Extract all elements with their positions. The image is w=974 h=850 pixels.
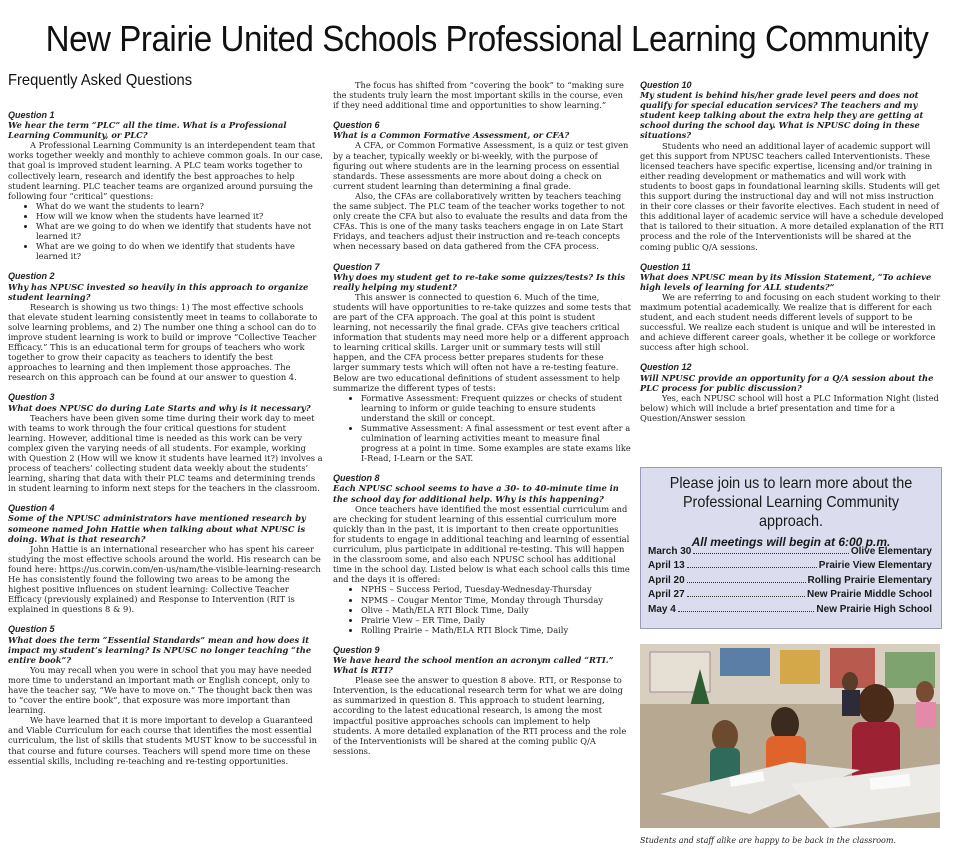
bullet-item: • What are we going to do when we identify that students have not learned it? bbox=[36, 221, 323, 241]
answer-paragraph: Teachers have been given some time during their work day to meet with teams to work through the four critical questions for student learning. However, additional time is needed as this work can be very complex given the varying needs of all students. For example, working with Question 2 (How will we know it students have learned it?) involves a process of teachers’ collecting student data weekly about the students’ learning, sharing that data with their PLC teams and determining trends in student learning to inform next steps for the teachers in the classroom. bbox=[8, 412, 323, 494]
faq-item bbox=[8, 110, 323, 261]
bullet-item: • Summative Assessment: A final assessment or test event after a culmination of learning activities meant to measure final progress at a point in time. Some examples are state exams like I-Read, I-Learn or the SAT. bbox=[361, 423, 631, 463]
question-label: Question 9 bbox=[333, 644, 380, 655]
question-text: My student is behind his/her grade level peers and does not qualify for special education services? The teachers and my student keep talking about the extra help they are getting at school during the school day. What is NPUSC doing in these situations? bbox=[640, 90, 924, 141]
leader-dots bbox=[687, 567, 817, 568]
faq-item bbox=[8, 271, 323, 382]
meeting-school: New Prairie High School bbox=[816, 603, 932, 615]
meeting-school: Rolling Prairie Elementary bbox=[807, 574, 932, 586]
question-label: Question 4 bbox=[8, 503, 55, 514]
answer-paragraph: Students who need an additional layer of academic support will get this support from NPUSC teachers called Interventionists. These licensed teachers have specific expertise, licensing and/or training in either reading development or mathematics and will work with students to boost gaps in foundational learning skills. Students will get this support during the instructional day and will not miss instruction in their core classes or their favorite electives. Each student in need of this additional layer of academic service will have a schedule developed that is tailored to their situation. A more detailed explanation of the RTI process and the role of the Interventionists will be shared at the coming public Q/A sessions. bbox=[640, 140, 944, 252]
faq-heading: Frequently Asked Questions bbox=[8, 72, 193, 89]
answer-paragraph: A CFA, or Common Formative Assessment, is a quiz or test given by a teacher, typically weekly or bi-weekly, with the purpose of figuring out where students are in the learning process on essential standards. These assessments are more about doing a check on current student learning than determining a final grade. bbox=[333, 140, 629, 191]
answer-paragraph: Please see the answer to question 8 above. RTI, or Response to Intervention, is the educational research term for what we are doing as summarized in question 8. This approach to student learning, according to the latest educational research, is among the most impactful positive approaches schools can implement to help students. A more detailed explanation of the RTI process and the role of the Interventionists will be shared at the coming public Q/A sessions. bbox=[333, 675, 627, 756]
leader-dots bbox=[693, 553, 848, 554]
meeting-schedule bbox=[648, 542, 932, 615]
schedule-row bbox=[648, 557, 932, 572]
question-text: Why does my student get to re-take some quizzes/tests? Is this really helping my student? bbox=[333, 271, 626, 292]
answer-paragraph: A Professional Learning Community is an interdependent team that works together weekly and monthly to achieve common goals. In our case, that goal is improved student learning. A PLC team works together to collectively learn, research and identify the best approaches to help student learning. PLC teacher teams are organized around pursuing the following four “critical” questions: bbox=[8, 140, 323, 201]
question-text: What does NPUSC mean by its Mission Statement, “To achieve high levels of learning for ALL students?” bbox=[640, 271, 932, 292]
schedule-row bbox=[648, 542, 932, 557]
question-label: Question 5 bbox=[8, 624, 55, 635]
question-text: Each NPUSC school seems to have a 30- to 40-minute time in the school day for additional help. Why is this happening? bbox=[333, 483, 619, 504]
question-text: Some of the NPUSC administrators have mentioned research by someone named John Hattie when talking about what NPUSC is doing. What is that research? bbox=[8, 513, 306, 544]
faq-item bbox=[333, 645, 631, 756]
bullet-item: • Prairie View – ER Time, Daily bbox=[361, 615, 631, 625]
bullet-item: • What do we want the students to learn? bbox=[36, 201, 323, 211]
classroom-photo-image bbox=[640, 644, 940, 828]
meeting-date: April 27 bbox=[648, 589, 685, 600]
faq-item bbox=[640, 262, 944, 353]
answer-paragraph: Yes, each NPUSC school will host a PLC Information Night (listed below) which will include a brief presentation and time for a Question/Answer session bbox=[640, 392, 939, 423]
column-1 bbox=[8, 110, 323, 776]
answer-paragraph: Also, the CFAs are collaboratively written by teachers teaching the same subject. The PLC team of the teacher works together to not only create the CFA but also to evaluate the results and data from the CFAs. This is one of the many tasks teachers engage in on Late Start Fridays, and teachers adjust their instruction and re-teach concepts when necessary based on data gathered from the CFA process. bbox=[333, 190, 628, 252]
faq-item bbox=[8, 624, 323, 765]
question-label: Question 6 bbox=[333, 120, 380, 131]
meeting-school: Olive Elementary bbox=[850, 545, 932, 557]
meeting-date: April 20 bbox=[648, 574, 685, 586]
bullet-item: • Rolling Prairie – Math/ELA RTI Block Time, Daily bbox=[361, 625, 631, 635]
leader-dots bbox=[687, 582, 806, 583]
faq-item bbox=[333, 262, 631, 464]
answer-paragraph: Once teachers have identified the most essential curriculum and are checking for student learning of this essential curriculum more quickly than in the past, it is important to then create opportunities for students to engage in additional teaching and learning of essential curriculum, plus participate in additional re-testing. This will happen in the classroom some, and also each NPUSC school has additional time in the school day. Listed below is what each school calls this time and the days it is offered: bbox=[333, 503, 630, 585]
column-3 bbox=[640, 80, 944, 433]
meeting-date: March 30 bbox=[648, 545, 692, 557]
question-label: Question 12 bbox=[640, 362, 692, 373]
question-text: Will NPUSC provide an opportunity for a Q/A session about the PLC process for public discussion? bbox=[640, 372, 934, 393]
faq-item bbox=[640, 80, 944, 252]
meeting-date: April 13 bbox=[648, 560, 685, 571]
classroom-photo bbox=[640, 644, 940, 828]
bullet-item: • NPMS – Cougar Mentor Time, Monday through Thursday bbox=[361, 595, 631, 605]
question-text: We have heard the school mention an acronym called “RTI.” What is RTI? bbox=[333, 654, 614, 676]
question-text: What is a Common Formative Assessment, or CFA? bbox=[333, 130, 570, 141]
answer-bullets bbox=[333, 584, 631, 634]
answer-bullets bbox=[8, 201, 323, 262]
answer-paragraph: We are referring to and focusing on each student working to their maximum potential academically. We realize that is different for each student, and each student needs different levels of support to be successful. We realize each student is unique and will be interested in and achieve different career goals, whether it be college or workforce success after high school. bbox=[640, 291, 941, 353]
answer-paragraph: You may recall when you were in school that you may have needed more time to understand an important math or English concept, only to have the teacher say, “We have to move on.” The thought back then was to “cover the entire book”, that exposure was more important than learning. bbox=[8, 664, 313, 716]
faq-item bbox=[8, 392, 323, 493]
info-night-box bbox=[640, 467, 942, 629]
answer-paragraph: The focus has shifted from “covering the book” to “making sure the students truly learn the most important skills in the course, even if they need additional time and opportunities to show learning.” bbox=[333, 80, 624, 111]
faq-item-continued bbox=[333, 80, 631, 110]
page-title: New Prairie United Schools Professional Learning Community bbox=[45, 18, 929, 59]
meeting-school: New Prairie Middle School bbox=[806, 589, 932, 600]
faq-item bbox=[333, 120, 631, 251]
invite-subheading: All meetings will begin at 6:00 p.m. bbox=[691, 535, 891, 549]
column-2 bbox=[333, 80, 631, 766]
leader-dots bbox=[678, 611, 815, 612]
leader-dots bbox=[687, 596, 805, 597]
question-label: Question 1 bbox=[8, 110, 55, 120]
bullet-item: • NPHS – Success Period, Tuesday-Wednesday-Thursday bbox=[361, 584, 631, 594]
question-label: Question 3 bbox=[8, 392, 55, 403]
bullet-item: • What are we going to do when we identify that students have learned it? bbox=[36, 241, 323, 261]
answer-paragraph: This answer is connected to question 6. Much of the time, students will have opportunities to re-take quizzes and some tests that are part of the CFA approach. The goal at this point is student learning, not necessarily the final grade. CFAs give teachers critical information that students may need more help or a different approach to learning critical skills. Larger unit or summary tests will still happen, and the CFA process better prepares students for these larger summary tests which will often not have a re-testing feature. Below are two educational definitions of student assessment to help summarize the different types of tests: bbox=[333, 291, 631, 393]
invite-heading: Please join us to learn more about the Professional Learning Community approach. bbox=[669, 475, 913, 530]
faq-item bbox=[640, 362, 944, 423]
question-label: Question 11 bbox=[640, 261, 691, 272]
question-label: Question 2 bbox=[8, 271, 55, 282]
photo-caption: Students and staff alike are happy to be back in the classroom. bbox=[640, 836, 896, 845]
question-text: What does NPUSC do during Late Starts and why is it necessary? bbox=[8, 402, 311, 413]
question-text: We hear the term “PLC” all the time. What is a Professional Learning Community, or PLC? bbox=[8, 120, 287, 141]
schedule-row bbox=[648, 600, 932, 615]
question-label: Question 8 bbox=[333, 473, 380, 484]
schedule-row bbox=[648, 571, 932, 586]
meeting-date: May 4 bbox=[648, 603, 676, 615]
bullet-item: • Olive – Math/ELA RTI Block Time, Daily bbox=[361, 605, 631, 615]
schedule-row bbox=[648, 586, 932, 601]
answer-paragraph: Research is showing us two things: 1) The most effective schools that elevate student learning consistently meet in teams to collaborate to solve learning problems, and 2) The number one thing a school can do to improve student learning is work to build or improve “Collective Teacher Efficacy.” This is an educational term for groups of teachers who work together to grow their capacity as teachers to identify the best approaches to learning and then implement those approaches. The research on this approach can be found at our answer to question 4. bbox=[8, 301, 318, 383]
bullet-item: • Formative Assessment: Frequent quizzes or checks of student learning to inform or guide teaching to ensure students understand the skill or concept. bbox=[361, 393, 631, 423]
answer-paragraph: John Hattie is an international researcher who has spent his career studying the most effective schools around the world. His research can be found here: https://us.corwin.com/en-us/nam/the-visible-learning-research He has consistently found the following two areas to be among the highest positive influences on student learning: Collective Teacher Efficacy (previously explained) and Response to Intervention (RIT is explained in questions 8 & 9). bbox=[8, 543, 321, 615]
answer-bullets bbox=[333, 393, 631, 464]
faq-item bbox=[8, 503, 323, 614]
answer-paragraph: We have learned that it is more important to develop a Guaranteed and Viable Curriculum for each course that identifies the most essential curriculum, the list of skills that students MUST know to be successful in that course and future courses. Teachers will spend more time on these essential skills, including re-teaching and re-testing opportunities. bbox=[8, 715, 317, 766]
question-text: What does the term “Essential Standards” mean and how does it impact my student’s learning? Is NPUSC no longer teaching “the entire book”? bbox=[8, 634, 312, 665]
question-label: Question 7 bbox=[333, 261, 380, 272]
bullet-item: • How will we know when the students have learned it? bbox=[36, 211, 323, 221]
question-text: Why has NPUSC invested so heavily in this approach to organize student learning? bbox=[8, 281, 309, 302]
question-label: Question 10 bbox=[640, 80, 692, 90]
meeting-school: Prairie View Elementary bbox=[818, 560, 932, 571]
faq-item bbox=[333, 473, 631, 635]
